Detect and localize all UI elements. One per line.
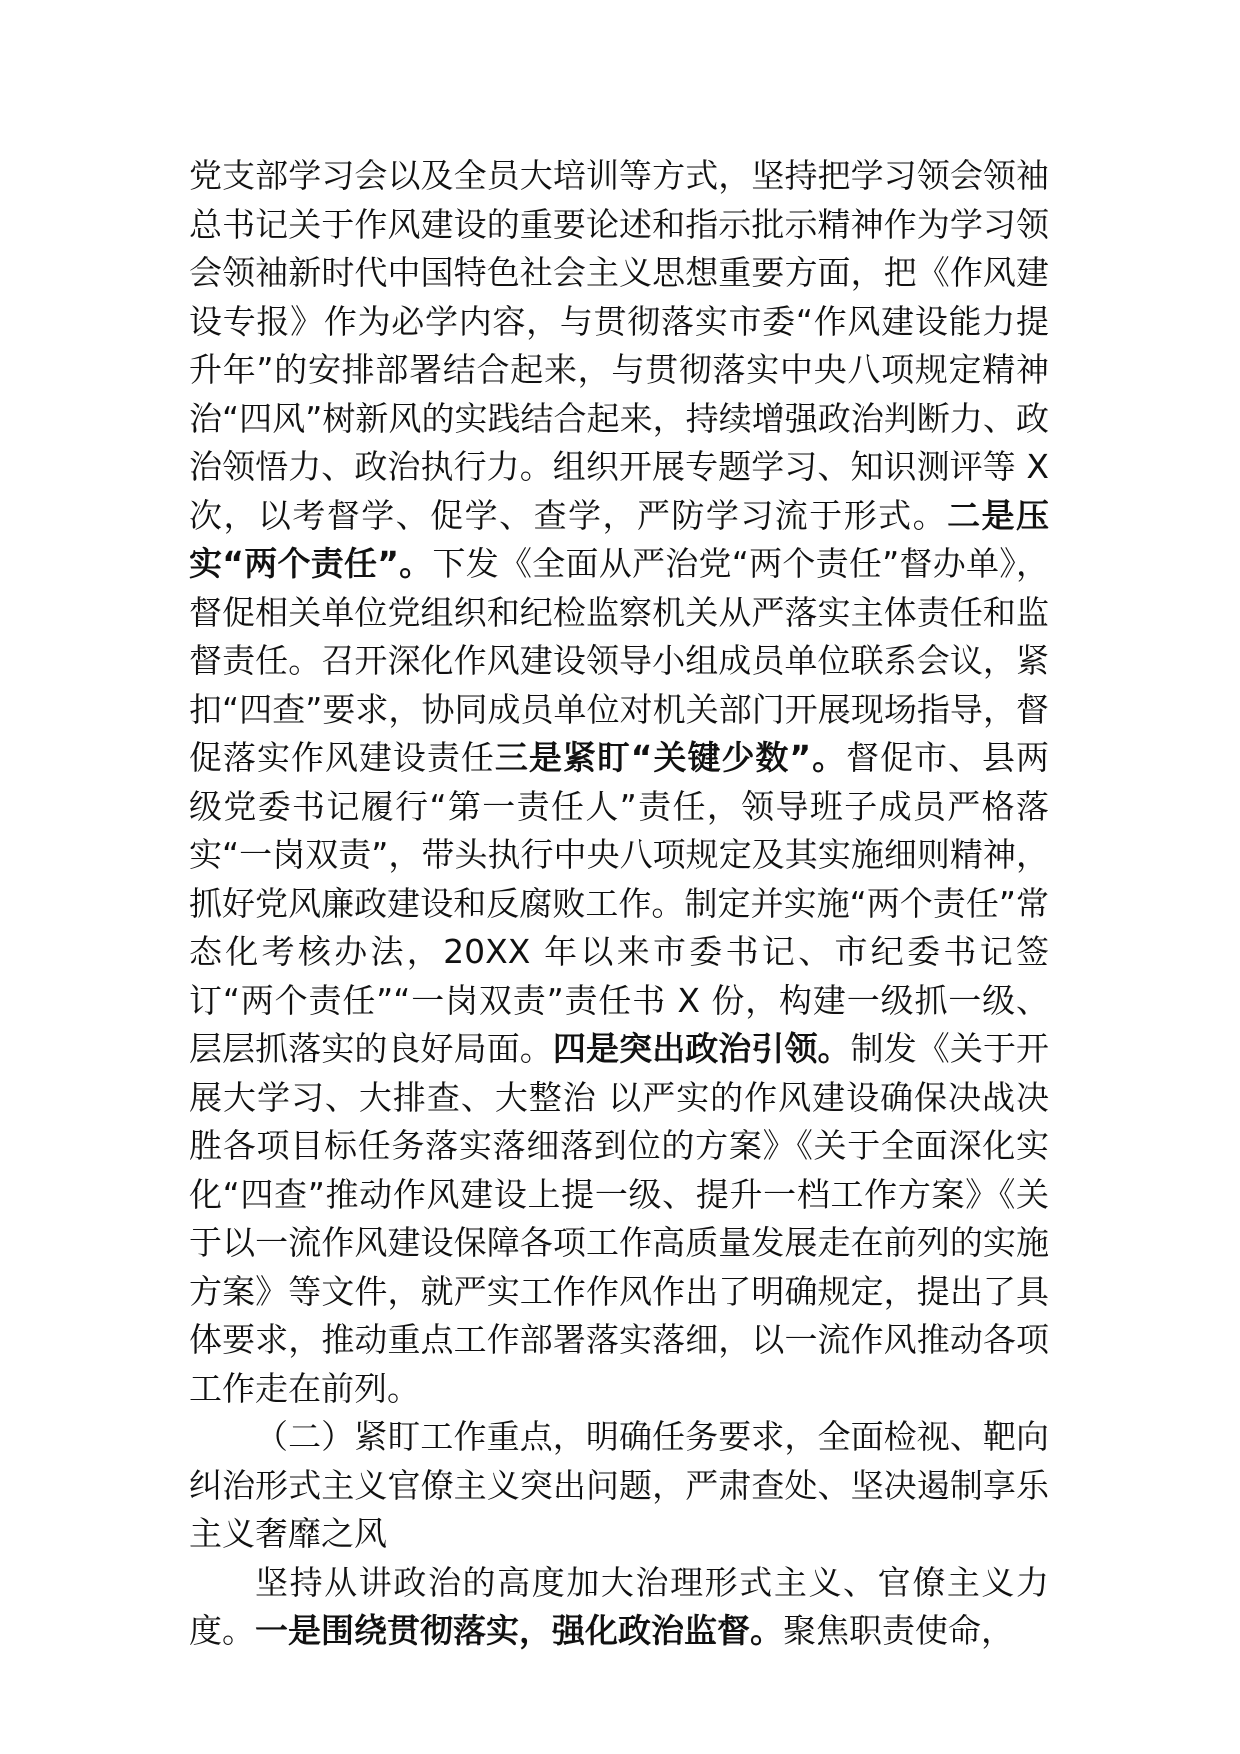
section-heading-2-text: （二）紧盯工作重点，明确任务要求，全面检视、靶向纠治形式主义官僚主义突出问题，严肃查处、坚决遏制享乐主义奢靡之风 bbox=[189, 1417, 1049, 1553]
paragraph-1-text-3: 督促市、县两级党委书记履行“第一责任人”责任，领导班子成员严格落实“一岗双责”，带头执行中央八项规定及其实施细则精神，抓好党风廉政建设和反腐败工作。制定并实施“两个责任”常态化考核办法，20XX 年以来市委书记、市纪委书记签订“两个责任”“一岗双责”责任书 X 份，构建一级抓一级、层层抓落实的良好局面。 bbox=[189, 738, 1049, 1068]
document-body bbox=[189, 152, 1049, 1656]
paragraph-1-text-1: 党支部学习会以及全员大培训等方式，坚持把学习领会领袖总书记关于作风建设的重要论述和指示批示精神作为学习领会领袖新时代中国特色社会主义思想重要方面，把《作风建设专报》作为必学内容，与贯彻落实市委“作风建设能力提升年”的安排部署结合起来，与贯彻落实中央八项规定精神治“四风”树新风的实践结合起来，持续增强政治判断力、政治领悟力、政治执行力。组织开展专题学习、知识测评等 X 次，以考督学、促学、查学，严防学习流于形式。 bbox=[189, 156, 1049, 535]
paragraph-1-heading-2: 二是压实“两个责任”。 bbox=[189, 495, 1050, 583]
paragraph-1-heading-4: 四是突出政治引领。 bbox=[552, 1029, 851, 1068]
paragraph-1-heading-3: 三是紧盯“关键少数”。 bbox=[494, 738, 847, 777]
paragraph-3 bbox=[189, 1559, 1049, 1656]
paragraph-1-text-2: 下发《全面从严治党“两个责任”督办单》，督促相关单位党组织和纪检监察机关从严落实主体责任和监督责任。召开深化作风建设领导小组成员单位联系会议，紧扣“四查”要求，协同成员单位对机关部门开展现场指导，督促落实作风建设责任 bbox=[189, 544, 1049, 777]
paragraph-1 bbox=[189, 152, 1049, 1413]
paragraph-3-text-2: 聚焦职责使命， bbox=[783, 1611, 1014, 1650]
paragraph-1-text-4: 制发《关于开展大学习、大排查、大整治 以严实的作风建设确保决战决胜各项目标任务落实落细落到位的方案》《关于全面深化实化“四查”推动作风建设上提一级、提升一档工作方案》《关于以一流作风建设保障各项工作高质量发展走在前列的实施方案》等文件，就严实工作作风作出了明确规定，提出了具体要求，推动重点工作部署落实落细，以一流作风推动各项工作走在前列。 bbox=[189, 1029, 1050, 1408]
section-heading-2 bbox=[189, 1413, 1049, 1559]
paragraph-3-text-1: 坚持从讲政治的高度加大治理形式主义、官僚主义力度。 bbox=[189, 1562, 1049, 1650]
paragraph-3-heading-1: 一是围绕贯彻落实，强化政治监督。 bbox=[255, 1611, 783, 1650]
